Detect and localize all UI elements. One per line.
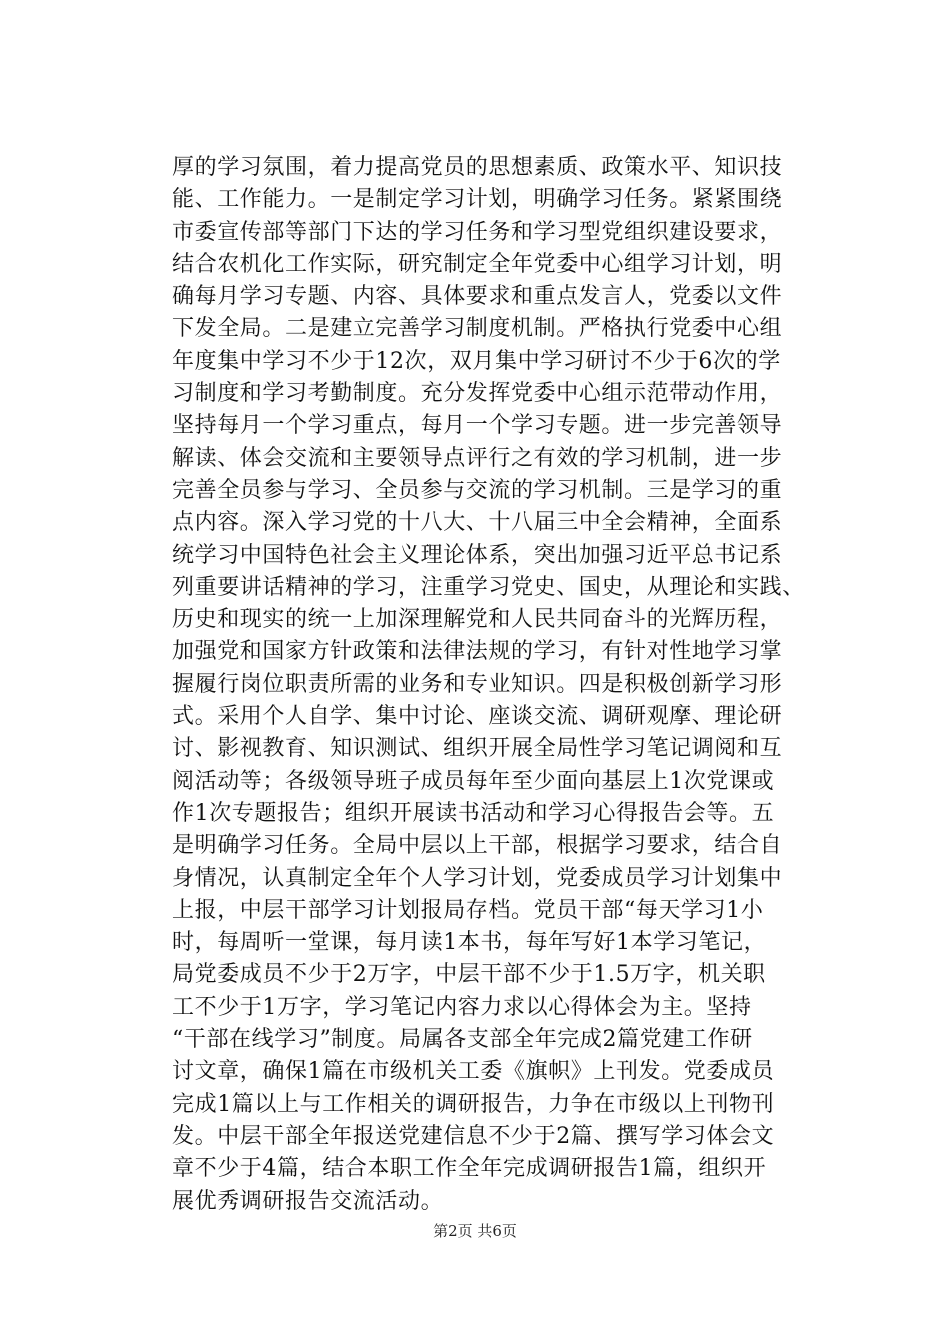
text-line: 年度集中学习不少于12次，双月集中学习研讨不少于6次的学 [172,348,781,374]
text-line: 统学习中国特色社会主义理论体系，突出加强习近平总书记系 [172,542,783,568]
text-line: 握履行岗位职责所需的业务和专业知识。四是积极创新学习形 [172,671,783,697]
text-line: 结合农机化工作实际，研究制定全年党委中心组学习计划，明 [172,251,783,277]
text-line: 厚的学习氛围，着力提高党员的思想素质、政策水平、知识技 [172,155,783,180]
text-line: 点内容。深入学习党的十八大、十八届三中全会精神，全面系 [172,510,783,536]
text-line: 展优秀调研报告交流活动。 [172,1188,444,1214]
text-line: 阅活动等；各级领导班子成员每年至少面向基层上1次党课或 [172,768,775,794]
text-line: 讨、影视教育、知识测试、组织开展全局性学习笔记调阅和互 [172,736,783,762]
text-line: 身情况，认真制定全年个人学习计划，党委成员学习计划集中 [172,865,783,891]
text-line: 列重要讲话精神的学习，注重学习党史、国史，从理论和实践、 [172,574,805,600]
text-line: 发。中层干部全年报送党建信息不少于2篇、撰写学习体会文 [172,1123,775,1149]
text-line: 局党委成员不少于2万字，中层干部不少于1.5万字，机关职 [172,962,766,988]
text-line: 解读、体会交流和主要领导点评行之有效的学习机制，进一步 [172,445,783,471]
text-line: 时，每周听一堂课，每月读1本书，每年写好1本学习笔记， [172,930,767,956]
text-line: 章不少于4篇，结合本职工作全年完成调研报告1篇，组织开 [172,1156,767,1182]
body-paragraph [172,152,872,1218]
text-line: 工不少于1万字，学习笔记内容力求以心得体会为主。坚持 [172,994,752,1020]
text-line: 历史和现实的统一上加深理解党和人民共同奋斗的光辉历程， [172,607,783,633]
page-footer: 第2页 共6页 [433,1222,517,1240]
text-line: 坚持每月一个学习重点，每月一个学习专题。进一步完善领导 [172,413,783,439]
text-line: “干部在线学习”制度。局属各支部全年完成2篇党建工作研 [172,1027,753,1053]
text-line: 市委宣传部等部门下达的学习任务和学习型党组织建设要求， [172,219,783,245]
text-line: 上报，中层干部学习计划报局存档。党员干部“每天学习1小 [172,897,764,923]
text-line: 完善全员参与学习、全员参与交流的学习机制。三是学习的重 [172,477,783,503]
text-line: 作1次专题报告；组织开展读书活动和学习心得报告会等。五 [172,800,775,826]
text-line: 习制度和学习考勤制度。充分发挥党委中心组示范带动作用， [172,381,783,407]
text-line: 完成1篇以上与工作相关的调研报告，力争在市级以上刊物刊 [172,1091,775,1117]
text-line: 能、工作能力。一是制定学习计划，明确学习任务。紧紧围绕 [172,187,783,213]
text-line: 加强党和国家方针政策和法律法规的学习，有针对性地学习掌 [172,639,783,665]
text-line: 是明确学习任务。全局中层以上干部，根据学习要求，结合自 [172,833,783,859]
text-line: 确每月学习专题、内容、具体要求和重点发言人，党委以文件 [172,284,783,310]
text-line: 式。采用个人自学、集中讨论、座谈交流、调研观摩、理论研 [172,704,783,730]
text-line: 下发全局。二是建立完善学习制度机制。严格执行党委中心组 [172,316,783,342]
text-line: 讨文章，确保1篇在市级机关工委《旗帜》上刊发。党委成员 [172,1059,775,1085]
